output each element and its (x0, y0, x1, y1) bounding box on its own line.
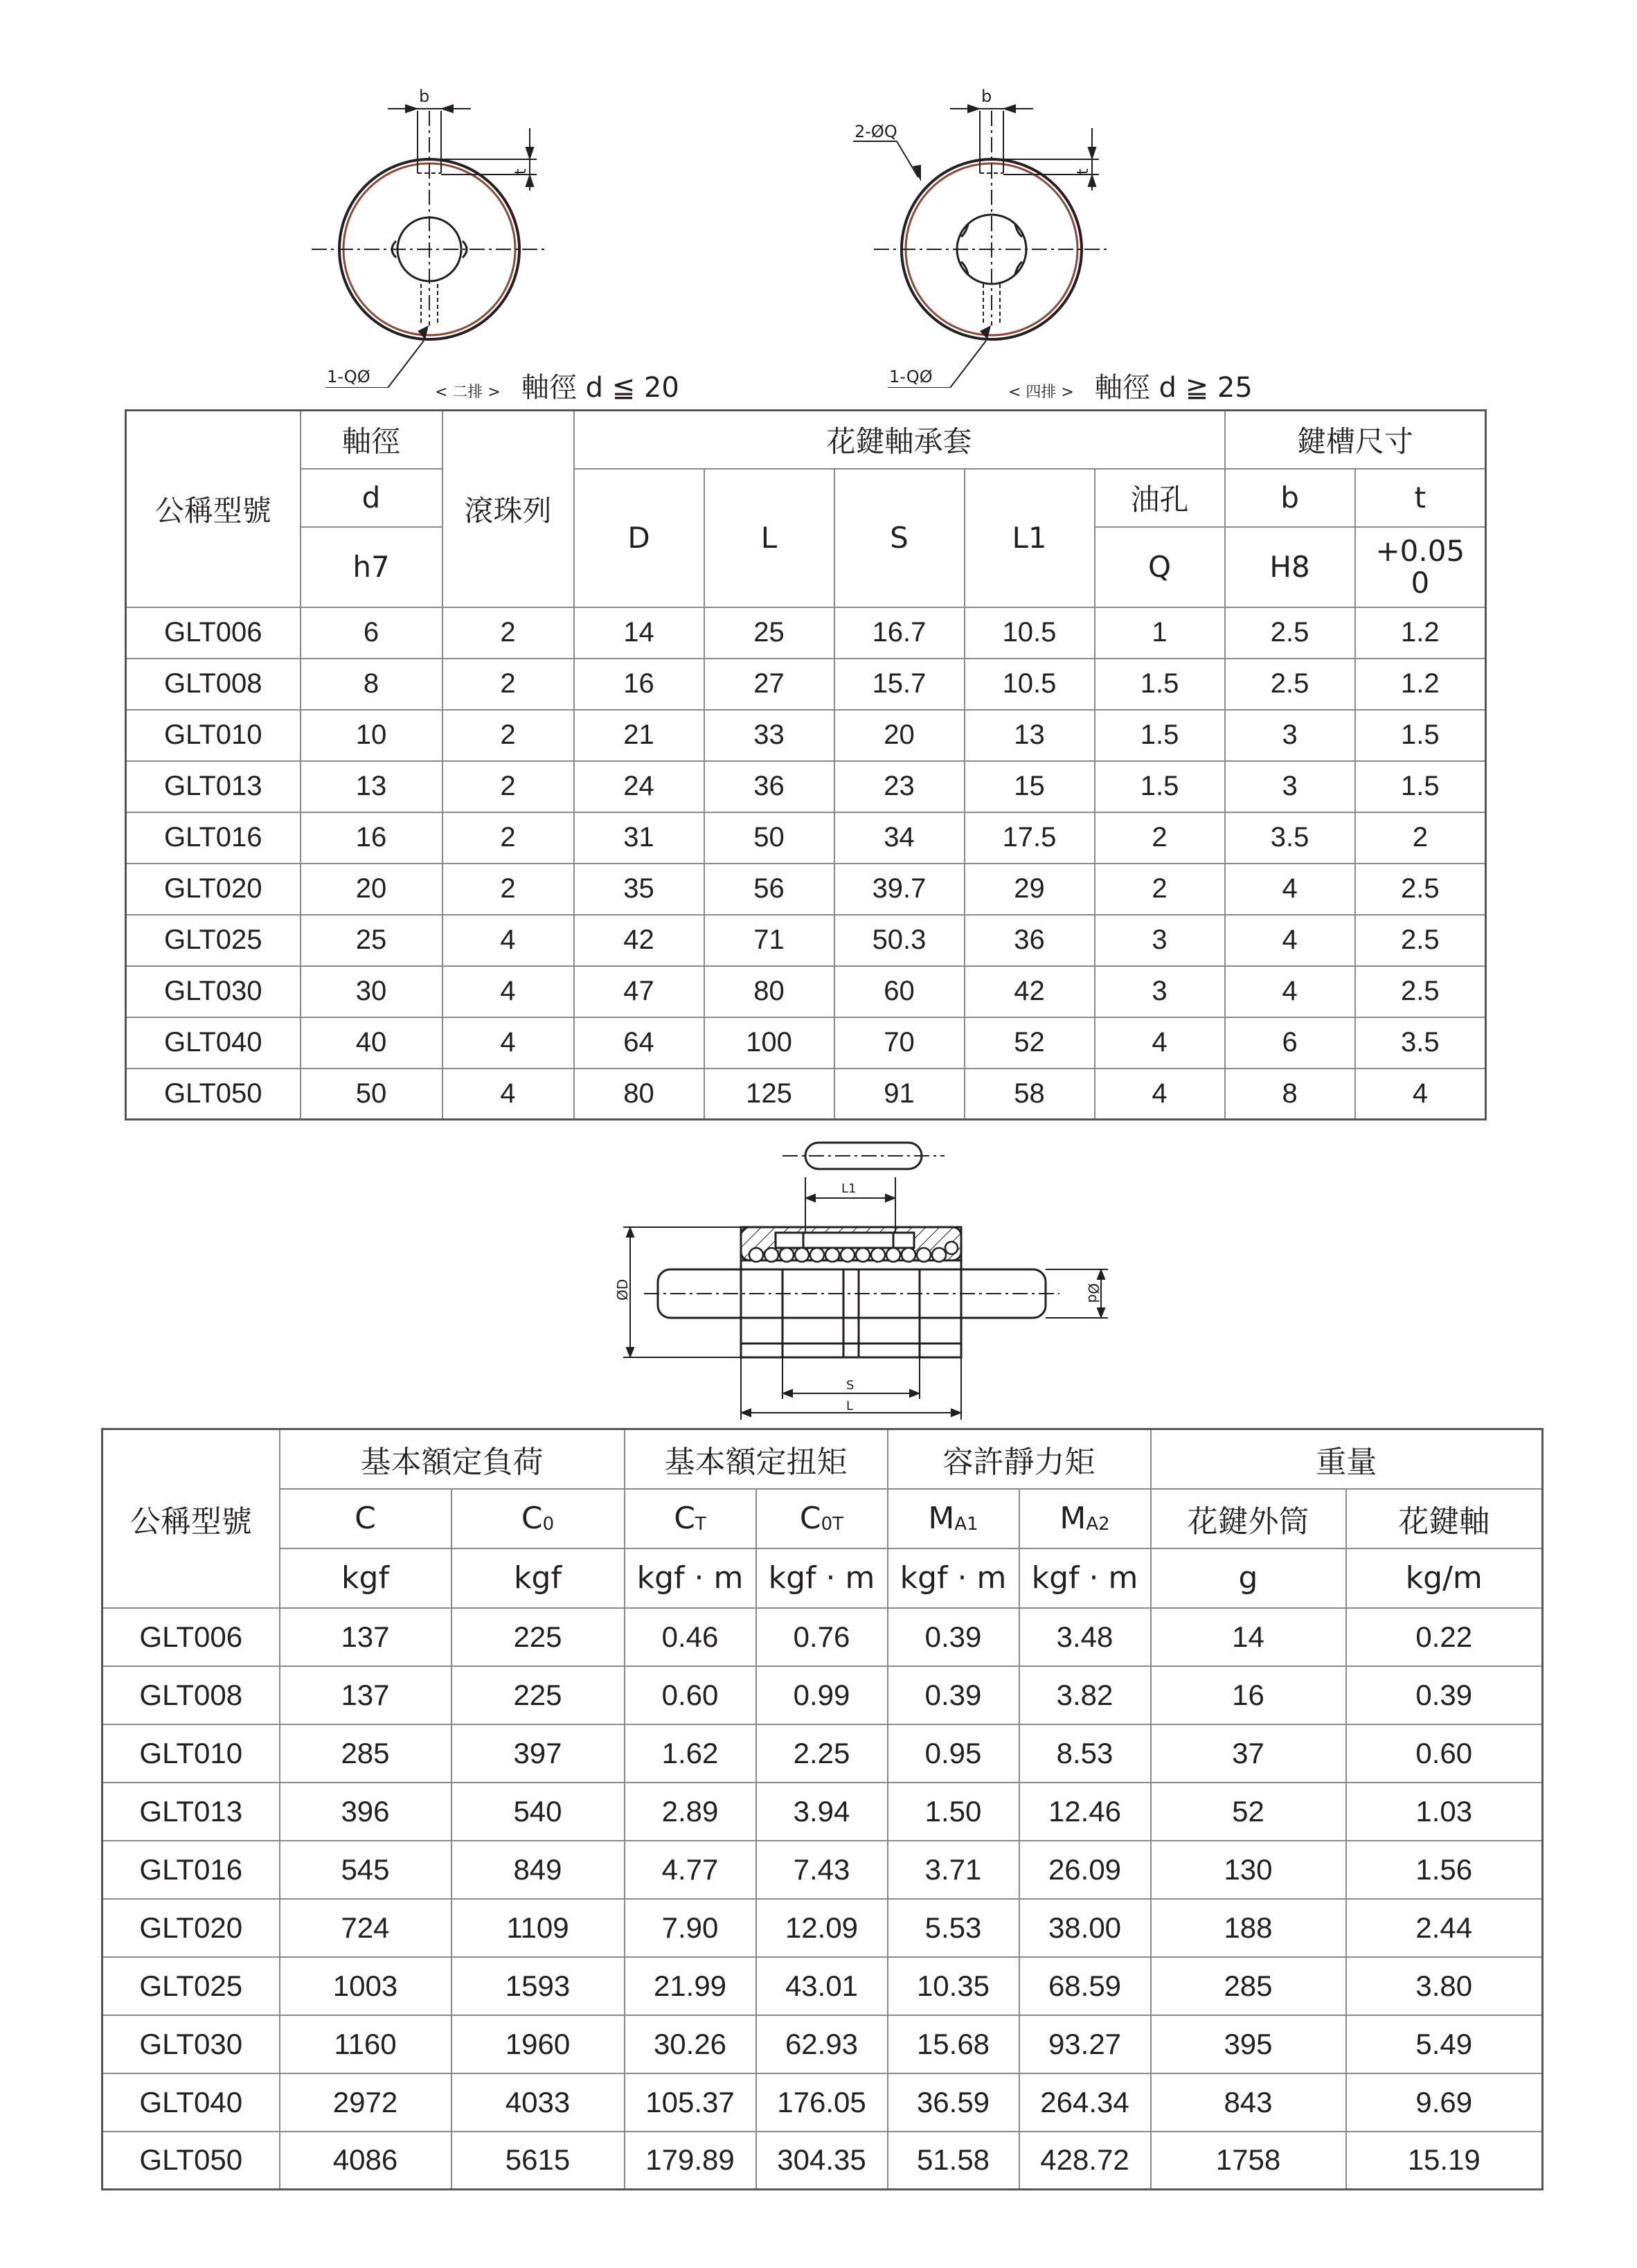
value-cell: 7.90 (625, 1899, 756, 1957)
model-cell: GLT013 (102, 1783, 280, 1841)
value-cell: 2.5 (1225, 607, 1355, 659)
model-cell: GLT013 (126, 761, 301, 812)
value-cell: 31 (574, 812, 704, 864)
value-cell: 2.5 (1355, 966, 1486, 1017)
value-cell: 71 (704, 915, 834, 966)
value-cell: 91 (834, 1069, 965, 1120)
value-cell: 16 (1151, 1666, 1346, 1724)
load-rating-table-body (102, 1608, 1543, 2190)
value-cell: 1593 (451, 1957, 625, 2015)
value-cell: 396 (280, 1783, 451, 1841)
value-cell: 3.5 (1355, 1017, 1486, 1069)
value-cell: 36 (704, 761, 834, 812)
unit-kgf-m: kgf · m (888, 1548, 1019, 1608)
unit-kgf: kgf (451, 1548, 625, 1608)
value-cell: 5.49 (1346, 2015, 1543, 2073)
MA1-header: $M_{A1}$ (888, 1489, 1019, 1548)
value-cell: 12.09 (756, 1899, 888, 1957)
Q-header: Q (1095, 527, 1225, 607)
value-cell: 50 (704, 812, 834, 864)
keyway-group-header: 鍵槽尺寸 (1225, 411, 1486, 469)
value-cell: 2 (442, 761, 574, 812)
value-cell: 1109 (451, 1899, 625, 1957)
value-cell: 25 (301, 915, 442, 966)
value-cell: 9.69 (1346, 2073, 1543, 2132)
C0-header: $C_0$ (451, 1489, 625, 1548)
value-cell: 10.5 (965, 659, 1095, 710)
value-cell: 8 (1225, 1069, 1355, 1120)
value-cell: 1003 (280, 1957, 451, 2015)
value-cell: 285 (1151, 1957, 1346, 2015)
S-header: S (834, 469, 965, 607)
value-cell: 25 (704, 607, 834, 659)
value-cell: 16 (301, 812, 442, 864)
value-cell: 23 (834, 761, 965, 812)
value-cell: 4 (1225, 966, 1355, 1017)
value-cell: 130 (1151, 1841, 1346, 1899)
model-cell: GLT020 (102, 1899, 280, 1957)
value-cell: 3.71 (888, 1841, 1019, 1899)
value-cell: 225 (451, 1666, 625, 1724)
value-cell: 3 (1225, 710, 1355, 761)
table-row (126, 1017, 1486, 1069)
value-cell: 15.19 (1346, 2132, 1543, 2190)
ball-rows-header: 滾珠列 (442, 411, 574, 607)
cross-section-two-row-diagram (291, 83, 582, 388)
value-cell: 6 (301, 607, 442, 659)
right-condition-caption (1008, 366, 1253, 405)
value-cell: 34 (834, 812, 965, 864)
load-rating-table (101, 1428, 1544, 2190)
value-cell: 304.35 (756, 2132, 888, 2190)
value-cell: 36 (965, 915, 1095, 966)
value-cell: 24 (574, 761, 704, 812)
t-tolerance (1355, 527, 1486, 607)
value-cell: 285 (280, 1724, 451, 1783)
value-cell: 4 (1355, 1069, 1486, 1120)
value-cell: 1.50 (888, 1783, 1019, 1841)
unit-g: g (1151, 1548, 1346, 1608)
table-row (126, 915, 1486, 966)
value-cell: 1160 (280, 2015, 451, 2073)
value-cell: 0.39 (888, 1608, 1019, 1666)
value-cell: 1.5 (1095, 659, 1225, 710)
model-header: 公稱型號 (102, 1429, 280, 1608)
value-cell: 264.34 (1019, 2073, 1151, 2132)
value-cell: 64 (574, 1017, 704, 1069)
tol-lower: 0 (1411, 565, 1430, 600)
value-cell: 125 (704, 1069, 834, 1120)
value-cell: 2 (1355, 812, 1486, 864)
left-condition-caption (435, 366, 679, 405)
value-cell: 42 (965, 966, 1095, 1017)
value-cell: 62.93 (756, 2015, 888, 2073)
value-cell: 80 (574, 1069, 704, 1120)
value-cell: 3.82 (1019, 1666, 1151, 1724)
value-cell: 12.46 (1019, 1783, 1151, 1841)
value-cell: 47 (574, 966, 704, 1017)
table-row (126, 966, 1486, 1017)
unit-kgf-m: kgf · m (756, 1548, 888, 1608)
model-cell: GLT016 (126, 812, 301, 864)
table-row (102, 2073, 1543, 2132)
value-cell: 4033 (451, 2073, 625, 2132)
L1-dim-label: L1 (841, 1181, 857, 1196)
table-row (102, 1899, 1543, 1957)
model-cell: GLT025 (126, 915, 301, 966)
value-cell: 1 (1095, 607, 1225, 659)
value-cell: 2 (442, 607, 574, 659)
C-header: C (280, 1489, 451, 1548)
value-cell: 14 (574, 607, 704, 659)
table-row (102, 2015, 1543, 2073)
dim-t-label: t (1075, 168, 1092, 175)
value-cell: 42 (574, 915, 704, 966)
value-cell: 2.44 (1346, 1899, 1543, 1957)
model-header: 公稱型號 (126, 411, 301, 607)
value-cell: 30.26 (625, 2015, 756, 2073)
model-cell: GLT020 (126, 864, 301, 915)
value-cell: 43.01 (756, 1957, 888, 2015)
value-cell: 5.53 (888, 1899, 1019, 1957)
value-cell: 15.7 (834, 659, 965, 710)
model-cell: GLT010 (102, 1724, 280, 1783)
dimension-table-body (126, 607, 1486, 1120)
h7-header: h7 (301, 527, 442, 607)
value-cell: 849 (451, 1841, 625, 1899)
value-cell: 2.5 (1355, 915, 1486, 966)
value-cell: 1.56 (1346, 1841, 1543, 1899)
model-cell: GLT050 (126, 1069, 301, 1120)
hole-callout-label: 1-QØ (889, 367, 933, 386)
value-cell: 38.00 (1019, 1899, 1151, 1957)
value-cell: 1960 (451, 2015, 625, 2073)
table-row (102, 1608, 1543, 1666)
value-cell: 4 (442, 1017, 574, 1069)
shaft-dia-header: 軸徑 (301, 411, 442, 469)
hole-callout-label: 1-QØ (327, 367, 370, 386)
value-cell: 4 (1225, 915, 1355, 966)
cross-section-four-row-diagram (845, 83, 1136, 388)
value-cell: 0.60 (625, 1666, 756, 1724)
value-cell: 39.7 (834, 864, 965, 915)
oil-hole-header: 油孔 (1095, 469, 1225, 527)
value-cell: 1.5 (1355, 761, 1486, 812)
value-cell: 105.37 (625, 2073, 756, 2132)
oil-hole-callout-label: 2-ØQ (855, 122, 897, 141)
L-dim-label: L (846, 1399, 854, 1413)
value-cell: 0.60 (1346, 1724, 1543, 1783)
value-cell: 10.35 (888, 1957, 1019, 2015)
value-cell: 4 (442, 966, 574, 1017)
value-cell: 5615 (451, 2132, 625, 2190)
value-cell: 2.25 (756, 1724, 888, 1783)
shaft-weight-header: 花鍵軸 (1346, 1489, 1543, 1548)
table-row (102, 1957, 1543, 2015)
left-rows-label: < 二排 > (435, 384, 501, 401)
table-row (102, 1841, 1543, 1899)
value-cell: 2972 (280, 2073, 451, 2132)
spline-side-view-diagram (609, 1136, 1122, 1420)
value-cell: 0.39 (888, 1666, 1019, 1724)
value-cell: 1.03 (1346, 1783, 1543, 1841)
d-header: d (301, 469, 442, 527)
table-row (102, 1724, 1543, 1783)
weight-group-header: 重量 (1151, 1429, 1543, 1489)
value-cell: 17.5 (965, 812, 1095, 864)
model-cell: GLT025 (102, 1957, 280, 2015)
value-cell: 7.43 (756, 1841, 888, 1899)
value-cell: 0.39 (1346, 1666, 1543, 1724)
value-cell: 3.48 (1019, 1608, 1151, 1666)
table-row (126, 761, 1486, 812)
value-cell: 137 (280, 1608, 451, 1666)
value-cell: 20 (834, 710, 965, 761)
value-cell: 545 (280, 1841, 451, 1899)
table-row (126, 659, 1486, 710)
MA2-header: $M_{A2}$ (1019, 1489, 1151, 1548)
model-cell: GLT050 (102, 2132, 280, 2190)
value-cell: 0.99 (756, 1666, 888, 1724)
value-cell: 35 (574, 864, 704, 915)
value-cell: 0.95 (888, 1724, 1019, 1783)
value-cell: 540 (451, 1783, 625, 1841)
value-cell: 68.59 (1019, 1957, 1151, 2015)
value-cell: 50.3 (834, 915, 965, 966)
value-cell: 13 (965, 710, 1095, 761)
value-cell: 225 (451, 1608, 625, 1666)
t-header: t (1355, 469, 1486, 527)
value-cell: 3.80 (1346, 1957, 1543, 2015)
value-cell: 16.7 (834, 607, 965, 659)
table-row (102, 1666, 1543, 1724)
value-cell: 2 (1095, 864, 1225, 915)
value-cell: 4 (442, 915, 574, 966)
L1-header: L1 (965, 469, 1095, 607)
right-condition-text: 軸徑 d ≧ 25 (1094, 372, 1253, 404)
value-cell: 36.59 (888, 2073, 1019, 2132)
model-cell: GLT040 (126, 1017, 301, 1069)
table-row (126, 1069, 1486, 1120)
dimension-table (125, 409, 1487, 1120)
CT-header: $C_T$ (625, 1489, 756, 1548)
value-cell: 1.62 (625, 1724, 756, 1783)
value-cell: 21.99 (625, 1957, 756, 2015)
value-cell: 8 (301, 659, 442, 710)
value-cell: 6 (1225, 1017, 1355, 1069)
model-cell: GLT006 (126, 607, 301, 659)
value-cell: 4 (1225, 864, 1355, 915)
dim-b-label: b (419, 87, 430, 106)
bearing-group-header: 花鍵軸承套 (574, 411, 1225, 469)
value-cell: 1758 (1151, 2132, 1346, 2190)
value-cell: 395 (1151, 2015, 1346, 2073)
value-cell: 1.5 (1095, 710, 1225, 761)
value-cell: 843 (1151, 2073, 1346, 2132)
value-cell: 3 (1225, 761, 1355, 812)
value-cell: 13 (301, 761, 442, 812)
value-cell: 80 (704, 966, 834, 1017)
table-row (126, 864, 1486, 915)
value-cell: 14 (1151, 1608, 1346, 1666)
static-moment-group-header: 容許靜力矩 (888, 1429, 1151, 1489)
value-cell: 428.72 (1019, 2132, 1151, 2190)
value-cell: 2 (442, 659, 574, 710)
value-cell: 15.68 (888, 2015, 1019, 2073)
value-cell: 2 (442, 864, 574, 915)
value-cell: 30 (301, 966, 442, 1017)
value-cell: 51.58 (888, 2132, 1019, 2190)
value-cell: 20 (301, 864, 442, 915)
value-cell: 37 (1151, 1724, 1346, 1783)
value-cell: 3 (1095, 915, 1225, 966)
model-cell: GLT006 (102, 1608, 280, 1666)
value-cell: 56 (704, 864, 834, 915)
unit-kgf-m: kgf · m (1019, 1548, 1151, 1608)
value-cell: 4086 (280, 2132, 451, 2190)
model-cell: GLT016 (102, 1841, 280, 1899)
value-cell: 1.5 (1095, 761, 1225, 812)
value-cell: 93.27 (1019, 2015, 1151, 2073)
value-cell: 52 (965, 1017, 1095, 1069)
value-cell: 58 (965, 1069, 1095, 1120)
value-cell: 100 (704, 1017, 834, 1069)
value-cell: 2.5 (1225, 659, 1355, 710)
C0T-header: $C_{0T}$ (756, 1489, 888, 1548)
value-cell: 4.77 (625, 1841, 756, 1899)
value-cell: 21 (574, 710, 704, 761)
value-cell: 3 (1095, 966, 1225, 1017)
model-cell: GLT010 (126, 710, 301, 761)
value-cell: 2.89 (625, 1783, 756, 1841)
value-cell: 0.46 (625, 1608, 756, 1666)
H8-header: H8 (1225, 527, 1355, 607)
dim-t-label: t (512, 168, 530, 175)
value-cell: 2 (1095, 812, 1225, 864)
dynamic-load-group-header: 基本額定負荷 (280, 1429, 625, 1489)
value-cell: 3.94 (756, 1783, 888, 1841)
value-cell: 50 (301, 1069, 442, 1120)
value-cell: 4 (442, 1069, 574, 1120)
value-cell: 2.5 (1355, 864, 1486, 915)
value-cell: 15 (965, 761, 1095, 812)
value-cell: 10.5 (965, 607, 1095, 659)
right-rows-label: < 四排 > (1008, 384, 1074, 401)
value-cell: 176.05 (756, 2073, 888, 2132)
value-cell: 33 (704, 710, 834, 761)
unit-kgf: kgf (280, 1548, 451, 1608)
tol-upper: +0.05 (1375, 533, 1465, 568)
value-cell: 0.76 (756, 1608, 888, 1666)
value-cell: 0.22 (1346, 1608, 1543, 1666)
value-cell: 397 (451, 1724, 625, 1783)
value-cell: 188 (1151, 1899, 1346, 1957)
D-header: D (574, 469, 704, 607)
D-dim-label: ØD (614, 1278, 631, 1301)
unit-kgf-m: kgf · m (625, 1548, 756, 1608)
L-header: L (704, 469, 834, 607)
value-cell: 27 (704, 659, 834, 710)
outer-weight-header: 花鍵外筒 (1151, 1489, 1346, 1548)
value-cell: 40 (301, 1017, 442, 1069)
value-cell: 70 (834, 1017, 965, 1069)
table-row (126, 710, 1486, 761)
value-cell: 1.5 (1355, 710, 1486, 761)
value-cell: 179.89 (625, 2132, 756, 2190)
table-row (102, 2132, 1543, 2190)
model-cell: GLT040 (102, 2073, 280, 2132)
model-cell: GLT008 (126, 659, 301, 710)
model-cell: GLT030 (126, 966, 301, 1017)
torque-group-header: 基本額定扭矩 (625, 1429, 888, 1489)
model-cell: GLT030 (102, 2015, 280, 2073)
value-cell: 3.5 (1225, 812, 1355, 864)
value-cell: 137 (280, 1666, 451, 1724)
value-cell: 29 (965, 864, 1095, 915)
unit-kg-per-m: kg/m (1346, 1548, 1543, 1608)
dim-b-label: b (981, 87, 992, 106)
b-header: b (1225, 469, 1355, 527)
value-cell: 4 (1095, 1069, 1225, 1120)
value-cell: 10 (301, 710, 442, 761)
value-cell: 1.2 (1355, 659, 1486, 710)
d-dim-label: Ød (1085, 1283, 1102, 1303)
left-condition-text: 軸徑 d ≦ 20 (521, 372, 679, 404)
value-cell: 724 (280, 1899, 451, 1957)
table-row (126, 607, 1486, 659)
table-row (126, 812, 1486, 864)
value-cell: 1.2 (1355, 607, 1486, 659)
value-cell: 16 (574, 659, 704, 710)
value-cell: 2 (442, 812, 574, 864)
table-row (102, 1783, 1543, 1841)
S-dim-label: S (846, 1378, 855, 1393)
value-cell: 52 (1151, 1783, 1346, 1841)
value-cell: 4 (1095, 1017, 1225, 1069)
value-cell: 2 (442, 710, 574, 761)
value-cell: 8.53 (1019, 1724, 1151, 1783)
value-cell: 26.09 (1019, 1841, 1151, 1899)
value-cell: 60 (834, 966, 965, 1017)
model-cell: GLT008 (102, 1666, 280, 1724)
